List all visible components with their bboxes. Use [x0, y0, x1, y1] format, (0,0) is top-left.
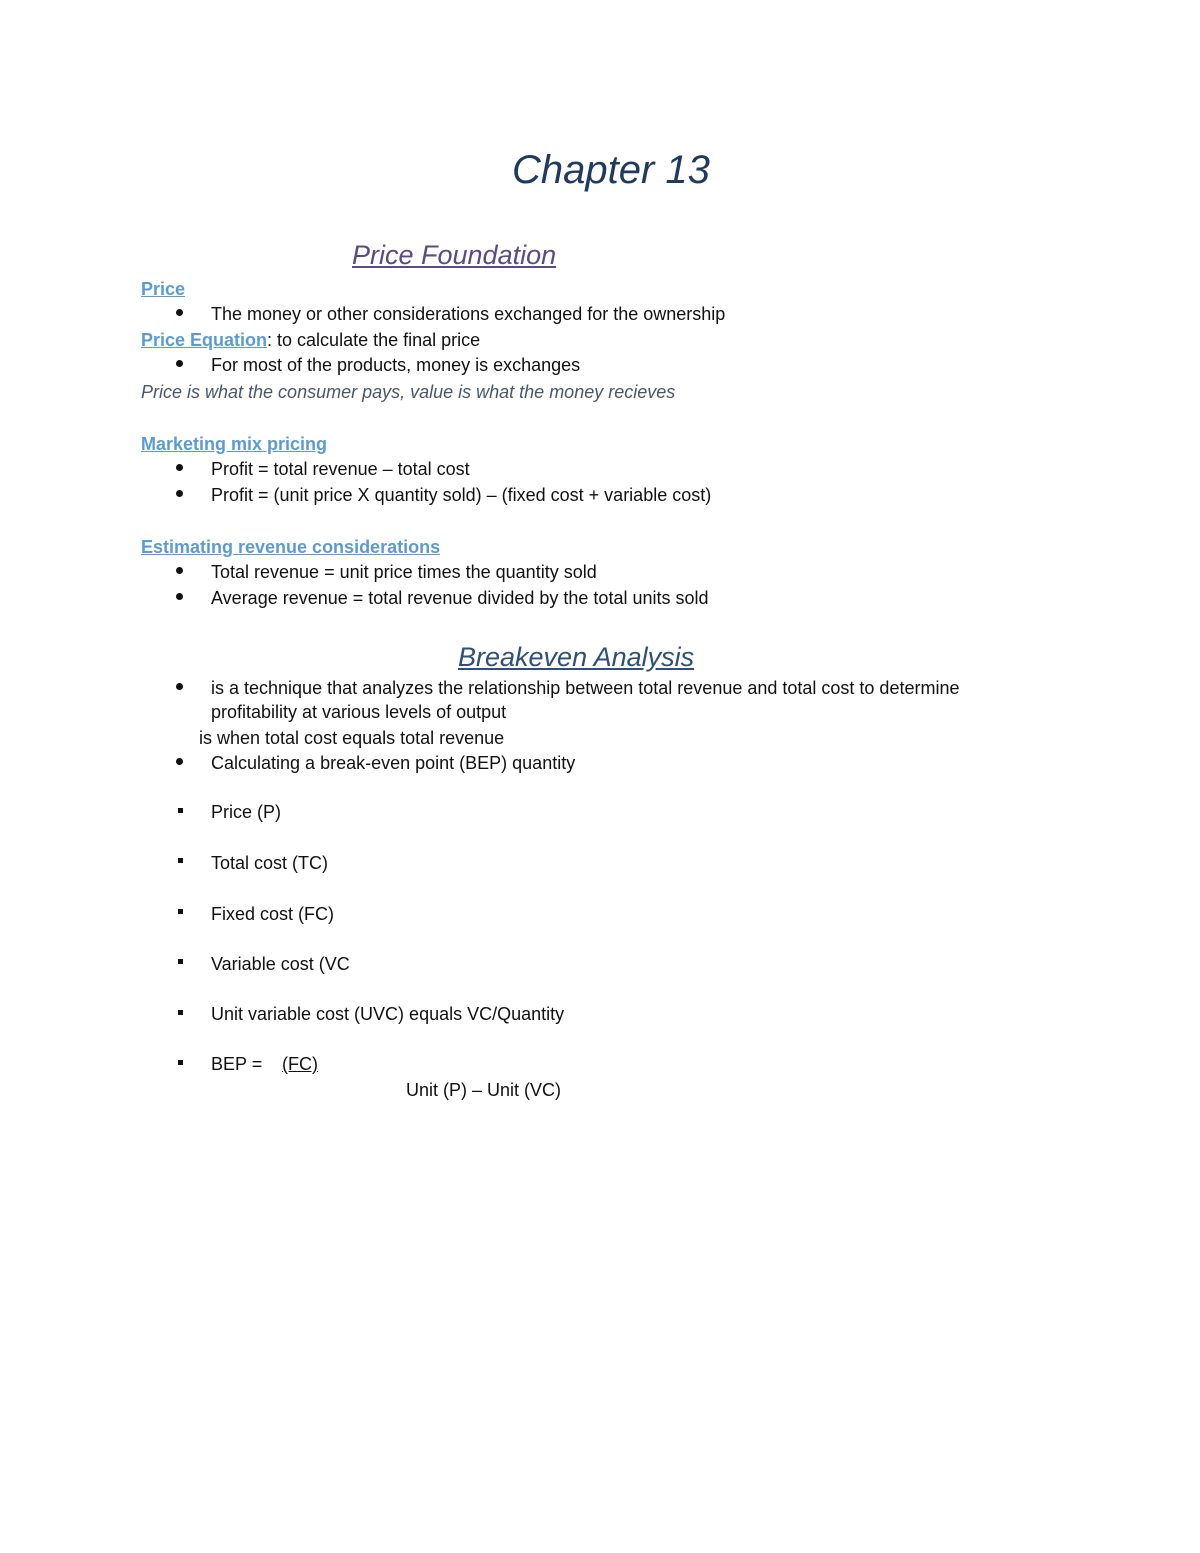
- square-bullet-icon: [178, 1060, 183, 1065]
- price-definition: The money or other considerations exchanged for the ownership: [211, 304, 726, 324]
- price-equation-bullet: For most of the products, money is exchanges: [211, 355, 581, 375]
- square-bullet-icon: [178, 1010, 183, 1015]
- bullet-icon: [176, 490, 183, 497]
- bullet-icon: [176, 464, 183, 471]
- section-heading-breakeven: Breakeven Analysis: [458, 642, 695, 672]
- sub-item-fixed-cost: Fixed cost (FC): [211, 904, 335, 924]
- sub-item-price: Price (P): [211, 802, 282, 822]
- bep-calc-heading: Calculating a break-even point (BEP) quantity: [211, 753, 576, 773]
- average-revenue-definition: Average revenue = total revenue divided by the total units sold: [211, 588, 709, 608]
- page-title: Chapter 13: [512, 148, 710, 192]
- bullet-icon: [176, 683, 183, 690]
- marketing-mix-label: Marketing mix pricing: [141, 434, 328, 454]
- sub-item-total-cost: Total cost (TC): [211, 853, 329, 873]
- price-equation-line: [141, 330, 480, 351]
- square-bullet-icon: [178, 808, 183, 813]
- estimating-revenue-label: Estimating revenue considerations: [141, 537, 441, 557]
- bep-formula-denominator: Unit (P) – Unit (VC): [406, 1080, 562, 1100]
- bep-formula-numerator: (FC): [282, 1054, 318, 1074]
- price-label: Price: [141, 279, 186, 299]
- bullet-icon: [176, 758, 183, 765]
- total-revenue-definition: Total revenue = unit price times the quantity sold: [211, 562, 597, 582]
- bullet-icon: [176, 309, 183, 316]
- price-equation-label: Price Equation: [141, 330, 268, 350]
- bullet-icon: [176, 360, 183, 367]
- profit-formula-2: Profit = (unit price X quantity sold) – (fixed cost + variable cost): [211, 485, 712, 505]
- bullet-icon: [176, 593, 183, 600]
- bep-formula-label: BEP =: [211, 1054, 263, 1074]
- bullet-icon: [176, 567, 183, 574]
- breakeven-point-definition: is when total cost equals total revenue: [199, 728, 505, 748]
- square-bullet-icon: [178, 959, 183, 964]
- square-bullet-icon: [178, 858, 183, 863]
- square-bullet-icon: [178, 909, 183, 914]
- price-value-note: Price is what the consumer pays, value is what the money recieves: [141, 382, 676, 402]
- breakeven-definition-line1: is a technique that analyzes the relationship between total revenue and total cost to determine: [211, 678, 960, 698]
- breakeven-definition-line2: profitability at various levels of output: [211, 702, 507, 722]
- sub-item-unit-variable-cost: Unit variable cost (UVC) equals VC/Quantity: [211, 1004, 565, 1024]
- profit-formula-1: Profit = total revenue – total cost: [211, 459, 470, 479]
- price-equation-text: : to calculate the final price: [267, 330, 481, 350]
- sub-item-variable-cost: Variable cost (VC: [211, 954, 350, 974]
- section-heading-price-foundation: Price Foundation: [352, 240, 557, 270]
